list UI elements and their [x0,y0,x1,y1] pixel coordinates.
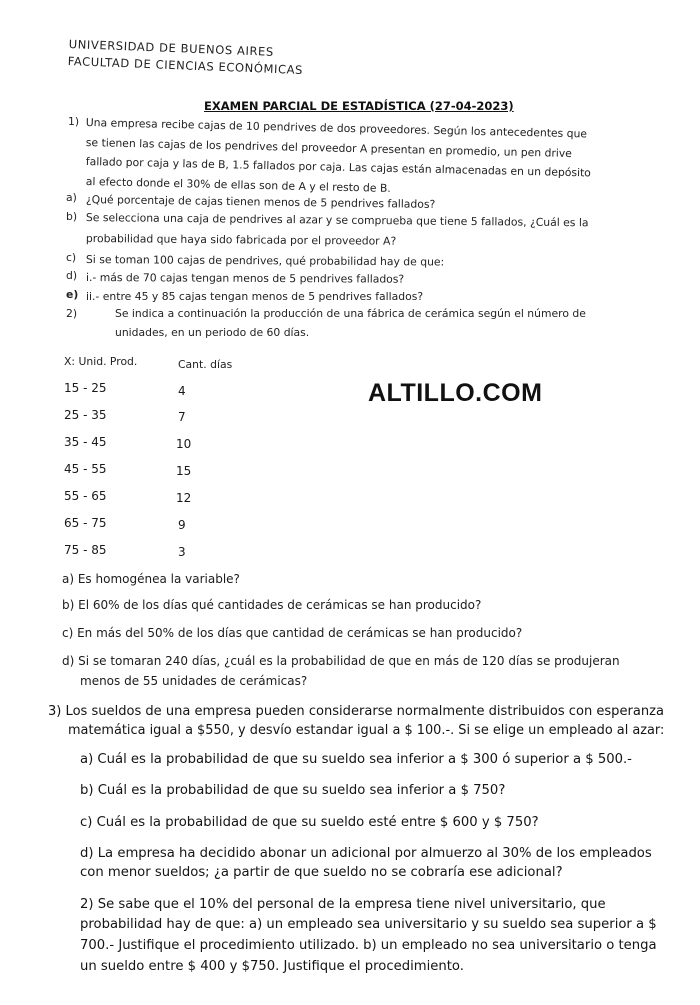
q2-b: b) El 60% de los días qué cantidades de cerámicas se han producido? [62,598,482,612]
q1-e-label: e) [66,288,79,301]
q3-c: c) Cuál es la probabilidad de que su sueldo esté entre $ 600 y $ 750? [80,815,539,830]
q3-d-line-2: con menor sueldos; ¿a partir de que sueldo no se cobraría ese adicional? [80,865,563,880]
q1-line-4: al efecto donde el 30% de ellas son de A y el resto de B. [85,175,391,195]
university-name: UNIVERSIDAD DE BUENOS AIRES [68,37,275,59]
table-row-days: 3 [178,545,186,559]
q2-number: 2) [66,307,78,320]
q1-a-text: ¿Qué porcentaje de cajas tienen menos de 5 pendrives fallados? [85,193,436,211]
q1-line-1: Una empresa recibe cajas de 10 pendrives de dos proveedores. Según los antecedentes que [85,116,588,141]
q3-e-line-2: probabilidad hay de que: a) un empleado sea universitario y su sueldo sea superior a $ [80,917,657,932]
table-row-range: 35 - 45 [64,435,107,449]
col-header-x: X: Unid. Prod. [64,355,138,368]
q2-d-line-2: menos de 55 unidades de cerámicas? [80,674,308,688]
table-row-range: 15 - 25 [64,381,107,395]
table-row-days: 10 [176,437,192,451]
table-row-range: 45 - 55 [64,462,107,476]
q2-line-1: Se indica a continuación la producción de una fábrica de cerámica según el número de [115,307,586,320]
q1-c-text: Si se toman 100 cajas de pendrives, qué probabilidad hay de que: [85,253,445,269]
table-row-range: 55 - 65 [64,489,107,503]
faculty-name: FACULTAD DE CIENCIAS ECONÓMICAS [67,54,304,78]
q3-d-line-1: d) La empresa ha decidido abonar un adicional por almuerzo al 30% de los empleados [80,846,652,861]
q1-b-line-1: Se selecciona una caja de pendrives al azar y se comprueba que tiene 5 fallados, ¿Cuál es la [85,211,589,230]
table-row-days: 12 [176,491,192,505]
q1-a-label: a) [66,191,77,204]
table-row-days: 9 [178,518,186,532]
q2-c: c) En más del 50% de los días que cantidad de cerámicas se han producido? [62,626,523,640]
q2-line-2: unidades, en un periodo de 60 días. [115,326,310,339]
q2-a: a) Es homogénea la variable? [62,572,240,586]
exam-title: EXAMEN PARCIAL DE ESTADÍSTICA (27-04-2023) [204,99,514,113]
q3-e-line-3: 700.- Justifique el procedimiento utilizado. b) un empleado no sea universitario o tenga [80,938,657,953]
table-row-days: 7 [178,410,186,424]
table-row-range: 65 - 75 [64,516,107,530]
q3-a: a) Cuál es la probabilidad de que su sueldo sea inferior a $ 300 ó superior a $ 500.- [80,752,632,767]
table-row-days: 15 [176,464,192,478]
col-header-days: Cant. días [178,358,233,371]
q3-line-2: matemática igual a $550, y desvío estandar igual a $ 100.-. Si se elige un empleado al azar: [68,723,665,738]
table-row-days: 4 [178,384,186,398]
q1-c-label: c) [66,251,77,264]
q1-number: 1) [68,115,80,128]
q1-line-3: fallado por caja y las de B, 1.5 fallados por caja. Las cajas están almacenadas en un depósito [85,155,592,180]
q3-line-1: 3) Los sueldos de una empresa pueden considerarse normalmente distribuidos con esperanza [48,704,664,719]
q1-line-2: se tienen las cajas de los pendrives del proveedor A presentan en promedio, un pen drive [85,136,573,161]
watermark-logo: ALTILLO.COM [368,379,543,407]
q2-d-line-1: d) Si se tomaran 240 días, ¿cuál es la probabilidad de que en más de 120 días se produjeran [62,654,620,668]
q3-e-line-1: 2) Se sabe que el 10% del personal de la empresa tiene nivel universitario, que [80,897,606,912]
q3-e-line-4: un sueldo entre $ 400 y $750. Justifique el procedimiento. [80,959,464,974]
table-row-range: 25 - 35 [64,408,107,422]
q1-b-label: b) [66,210,78,223]
q1-d-text: i.- más de 70 cajas tengan menos de 5 pendrives fallados? [85,271,405,286]
q3-b: b) Cuál es la probabilidad de que su sueldo sea inferior a $ 750? [80,783,506,798]
table-row-range: 75 - 85 [64,543,107,557]
q1-b-line-2: probabilidad que haya sido fabricada por el proveedor A? [85,232,397,248]
q1-d-label: d) [66,269,78,282]
q1-e-text: ii.- entre 45 y 85 cajas tengan menos de 5 pendrives fallados? [86,290,424,303]
